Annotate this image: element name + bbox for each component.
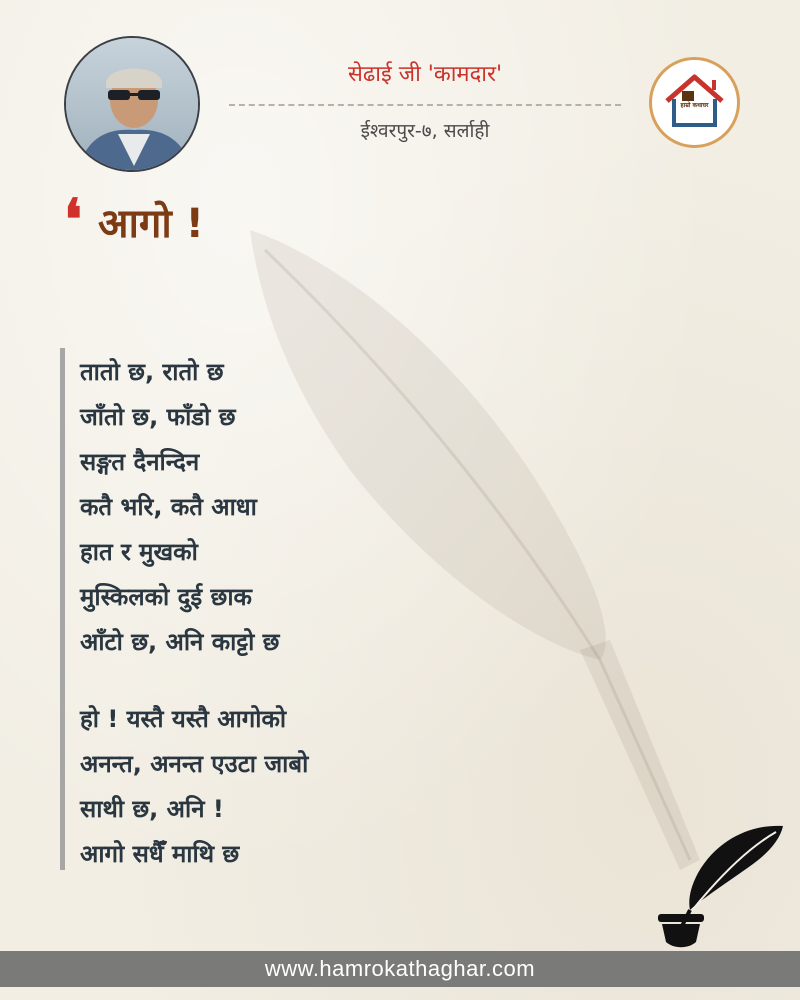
- poem-line: अनन्त, अनन्त एउटा जाबो: [80, 750, 309, 778]
- poem-line: सङ्गत दैनन्दिन: [80, 448, 200, 476]
- poem-line: कतै भरि, कतै आधा: [80, 493, 257, 521]
- poem-title: आगो !: [98, 201, 204, 247]
- poem-body: [80, 350, 600, 877]
- author-name: सेढाई जी 'कामदार': [348, 62, 502, 87]
- author-info: [228, 60, 622, 144]
- poem-line: तातो छ, रातो छ: [80, 358, 224, 386]
- poem-line: मुस्किलको दुई छाक: [80, 583, 252, 611]
- footer-url[interactable]: www.hamrokathaghar.com: [0, 951, 800, 987]
- poem-line: जाँतो छ, फाँडो छ: [80, 403, 236, 431]
- author-address: ईश्वरपुर-७, सर्लाही: [360, 120, 490, 142]
- poem-side-bar: [60, 348, 65, 870]
- quill-inkpot-icon: [658, 818, 788, 950]
- stanza-gap: [80, 665, 600, 697]
- dashed-divider: [229, 104, 621, 106]
- logo-text: हाम्रो कथाघर: [680, 102, 709, 109]
- author-avatar: [64, 36, 200, 172]
- quote-mark-icon: ❛: [64, 187, 83, 253]
- poem-line: हो ! यस्तै यस्तै आगोको: [80, 705, 287, 733]
- poem-line: साथी छ, अनि !: [80, 795, 224, 823]
- brand-logo: [647, 55, 742, 150]
- poem-line: आँटो छ, अनि काट्टो छ: [80, 628, 280, 656]
- poem-line: आगो सधैँ माथि छ: [80, 840, 240, 868]
- poem-line: हात र मुखको: [80, 538, 198, 566]
- person-photo-icon: [66, 38, 200, 172]
